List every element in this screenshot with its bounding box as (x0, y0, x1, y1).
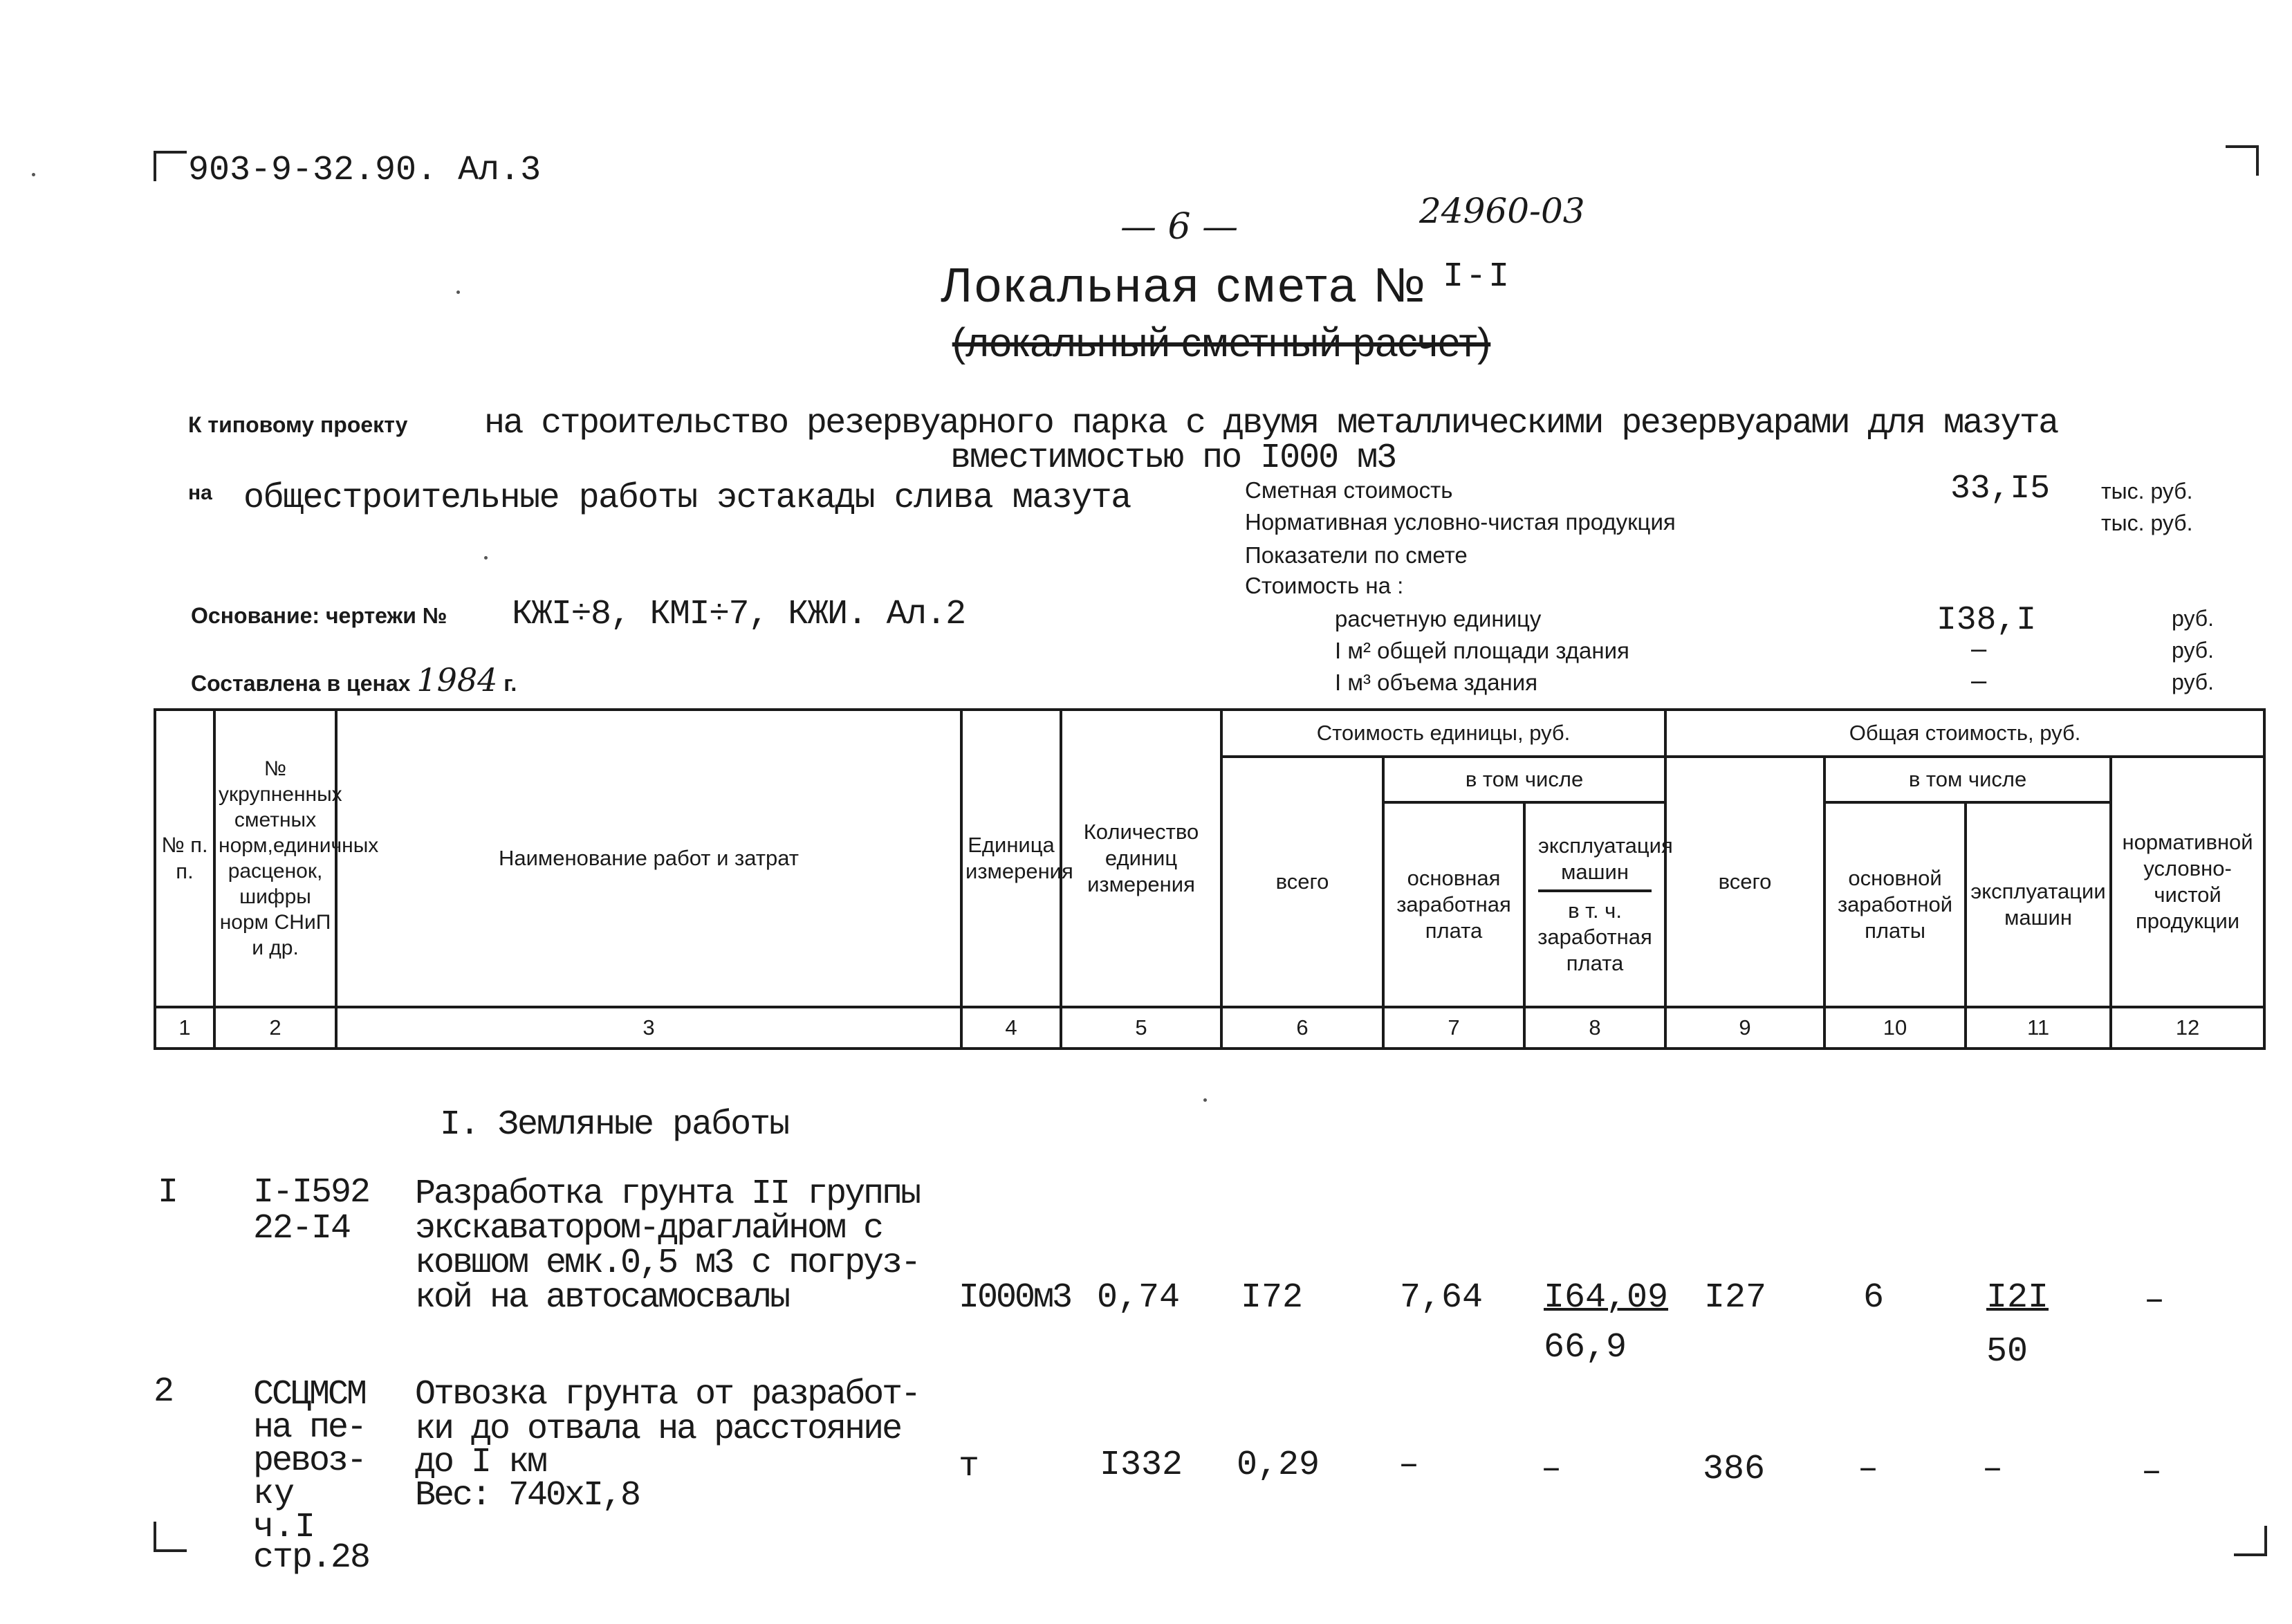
header-col-8 (1524, 802, 1673, 1007)
project-line-1: на строительство резервуарного парка с двумя металлическими резервуарами для мазута (484, 404, 2058, 443)
basis-label: Основание: чертежи № (191, 603, 447, 628)
header-number-7: 7 (1383, 1007, 1524, 1049)
estimate-table-header (154, 708, 2266, 1050)
row-unit-machine: – (1541, 1450, 1562, 1489)
per-m3-value: – (1971, 665, 1987, 696)
row-total-machine-salary: 50 (1986, 1332, 2028, 1372)
cost-per-label: Стоимость на : (1245, 573, 1404, 598)
corner-mark-top-left (154, 151, 187, 181)
header-col-8-machines: эксплуатация машин (1538, 833, 1652, 892)
per-unit-label: расчетную единицу (1335, 606, 1542, 631)
row-code-line: ревоз- (253, 1441, 366, 1481)
row-name-line: до I км (415, 1443, 546, 1482)
header-col-4: Единица измерения (961, 710, 1061, 1007)
prices-suffix: г. (503, 671, 517, 696)
corner-mark-top-right (2226, 145, 2259, 176)
estimate-cost-label: Сметная стоимость (1245, 477, 1453, 503)
header-number-10: 10 (1824, 1007, 1966, 1049)
normative-unit: тыс. руб. (2101, 510, 2193, 535)
header-col-12: нормативной условно-чистой продукции (2111, 757, 2264, 1007)
row-number: I (158, 1173, 179, 1212)
header-total-cost-group: Общая стоимость, руб. (1665, 710, 2264, 757)
row-unit-machine-salary: 66,9 (1544, 1328, 1627, 1367)
scan-speck (1203, 1098, 1207, 1102)
row-name-line: экскаватором-драглайном с (415, 1209, 882, 1248)
header-col-1: № п. п. (155, 710, 214, 1007)
row-code-line: I-I592 (253, 1173, 370, 1212)
row-code-line: ССЦМСМ (253, 1375, 366, 1414)
per-unit-unit: руб. (2172, 606, 2215, 631)
header-number-3: 3 (336, 1007, 961, 1049)
indicators-label: Показатели по смете (1245, 542, 1468, 568)
row-total-salary: 6 (1863, 1278, 1885, 1318)
row-total-salary: – (1858, 1450, 1879, 1489)
header-col-6: всего (1221, 757, 1383, 1007)
per-m3-unit: руб. (2172, 670, 2215, 694)
header-number-2: 2 (214, 1007, 336, 1049)
row-code-line: 22-I4 (253, 1209, 351, 1248)
row-quantity: 0,74 (1097, 1278, 1181, 1318)
per-m2-value: – (1971, 634, 1987, 664)
header-number-4: 4 (961, 1007, 1061, 1049)
project-line-2: вместимостью по I000 м3 (950, 439, 1396, 478)
scan-speck (456, 290, 460, 294)
header-total-incl: в том числе (1824, 757, 2111, 802)
per-m2-unit: руб. (2172, 638, 2215, 663)
corner-mark-bottom-right (2234, 1526, 2267, 1556)
row-unit-total: I72 (1241, 1278, 1304, 1318)
header-number-12: 12 (2111, 1007, 2264, 1049)
header-col-9: всего (1665, 757, 1824, 1007)
header-col-7: основная заработная плата (1383, 802, 1524, 1007)
row-normative: – (2144, 1281, 2165, 1320)
header-number-9: 9 (1665, 1007, 1824, 1049)
per-unit-value: I38,I (1937, 602, 2037, 639)
row-name-line: Разработка грунта II группы (415, 1174, 920, 1214)
inventory-number: 24960-03 (1419, 191, 1585, 231)
header-number-11: 11 (1966, 1007, 2111, 1049)
row-number: 2 (154, 1372, 175, 1412)
header-unit-incl: в том числе (1383, 757, 1665, 802)
normative-label: Нормативная условно-чистая продукция (1245, 509, 1676, 535)
per-m3-label: I м³ объема здания (1335, 670, 1538, 695)
document-code: 903-9-32.90. Ал.3 (188, 151, 542, 190)
scan-speck (484, 556, 488, 560)
page-number: — 6 — (1120, 206, 1239, 248)
row-name-line: ки до отвала на расстояние (415, 1410, 901, 1449)
row-name-line: Отвозка грунта от разработ- (415, 1375, 920, 1414)
header-number-6: 6 (1221, 1007, 1383, 1049)
header-col-11: эксплуатации машин (1966, 802, 2111, 1007)
row-name-line: ковшом емк.0,5 м3 с погруз- (415, 1244, 920, 1283)
row-unit-salary: – (1398, 1446, 1420, 1485)
header-col-10: основной заработной платы (1824, 802, 1966, 1007)
title-number: I-I (1443, 257, 1512, 297)
row-code-line: ч.I (253, 1508, 316, 1547)
project-label: К типовому проекту (188, 412, 408, 437)
row-name-line: Вес: 740хI,8 (415, 1476, 640, 1515)
prices-line (191, 661, 517, 699)
row-code-line: ку (253, 1475, 295, 1514)
struck-subtitle: (локальный сметный расчет) (952, 320, 1491, 365)
scan-speck (32, 173, 35, 176)
row-code-line: стр.28 (253, 1538, 370, 1578)
row-unit-total: 0,29 (1237, 1446, 1320, 1485)
document-title (941, 257, 1511, 313)
row-total-machine: – (1982, 1450, 2004, 1489)
basis-value: КЖI÷8, КМI÷7, КЖИ. Ал.2 (512, 595, 965, 634)
prices-year: 1984 (416, 661, 498, 699)
estimate-cost-value: 33,I5 (1950, 470, 2051, 508)
prices-label: Составлена в ценах (191, 671, 411, 696)
section-title: I. Земляные работы (440, 1105, 789, 1145)
header-number-1: 1 (155, 1007, 214, 1049)
title-text: Локальная смета № (941, 258, 1427, 312)
per-m2-label: I м² общей площади здания (1335, 638, 1629, 663)
row-normative: – (2141, 1452, 2163, 1492)
work-description: общестроительные работы эстакады слива мазута (243, 479, 1131, 518)
corner-mark-bottom-left (154, 1522, 187, 1552)
row-unit-salary: 7,64 (1400, 1278, 1484, 1318)
row-total: I27 (1704, 1278, 1767, 1318)
row-unit: I000м3 (959, 1278, 1071, 1318)
header-unit-cost-group: Стоимость единицы, руб. (1221, 710, 1665, 757)
row-code-line: на пе- (253, 1408, 366, 1448)
header-col-8-salary: в т. ч. заработная плата (1537, 898, 1652, 975)
header-col-5: Количество единиц измерения (1061, 710, 1221, 1007)
row-total: 386 (1703, 1450, 1766, 1489)
work-label: на (188, 481, 212, 504)
header-number-8: 8 (1524, 1007, 1665, 1049)
row-name-line: кой на автосамосвалы (415, 1278, 789, 1318)
header-number-5: 5 (1061, 1007, 1221, 1049)
header-col-2: № укрупненных сметных норм,единичных расценок, шифры норм СНиП и др. (214, 710, 336, 1007)
row-total-machine: I2I (1986, 1278, 2049, 1318)
row-unit: т (959, 1447, 980, 1486)
row-unit-machine: I64,09 (1544, 1278, 1669, 1318)
row-quantity: I332 (1100, 1446, 1183, 1485)
estimate-cost-unit: тыс. руб. (2101, 479, 2193, 504)
header-col-3: Наименование работ и затрат (336, 710, 961, 1007)
